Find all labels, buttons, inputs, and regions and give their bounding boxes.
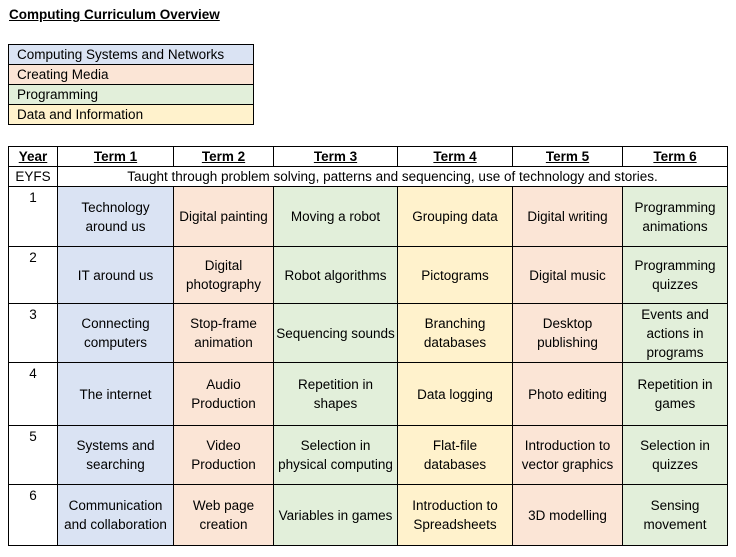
header-term-5: Term 5 (513, 147, 623, 167)
unit-cell: Selection in quizzes (623, 426, 728, 485)
legend (8, 44, 254, 125)
unit-cell: IT around us (58, 247, 174, 304)
unit-cell: Sequencing sounds (274, 304, 398, 363)
year-cell: 5 (9, 426, 58, 485)
header-year: Year (9, 147, 58, 167)
unit-cell: The internet (58, 363, 174, 426)
unit-cell: Photo editing (513, 363, 623, 426)
table-row (9, 304, 728, 363)
year-cell: 6 (9, 485, 58, 546)
year-cell: 2 (9, 247, 58, 304)
unit-cell: Desktop publishing (513, 304, 623, 363)
year-cell: 3 (9, 304, 58, 363)
eyfs-description: Taught through problem solving, patterns and sequencing, use of technology and stories. (58, 167, 728, 187)
unit-cell: Moving a robot (274, 187, 398, 247)
header-term-1: Term 1 (58, 147, 174, 167)
unit-cell: Communication and collaboration (58, 485, 174, 546)
year-cell: 1 (9, 187, 58, 247)
unit-cell: Video Production (174, 426, 274, 485)
unit-cell: Stop-frame animation (174, 304, 274, 363)
unit-cell: Digital music (513, 247, 623, 304)
unit-cell: Pictograms (398, 247, 513, 304)
unit-cell: Repetition in games (623, 363, 728, 426)
unit-cell: Technology around us (58, 187, 174, 247)
unit-cell: Flat-file databases (398, 426, 513, 485)
year-cell: 4 (9, 363, 58, 426)
unit-cell: Audio Production (174, 363, 274, 426)
page-title: Computing Curriculum Overview (9, 7, 220, 22)
unit-cell: Introduction to vector graphics (513, 426, 623, 485)
header-term-4: Term 4 (398, 147, 513, 167)
unit-cell: Programming quizzes (623, 247, 728, 304)
unit-cell: Digital writing (513, 187, 623, 247)
table-row (9, 247, 728, 304)
unit-cell: Systems and searching (58, 426, 174, 485)
unit-cell: Selection in physical computing (274, 426, 398, 485)
table-row (9, 187, 728, 247)
unit-cell: Sensing movement (623, 485, 728, 546)
year-cell: EYFS (9, 167, 58, 187)
unit-cell: Web page creation (174, 485, 274, 546)
unit-cell: Robot algorithms (274, 247, 398, 304)
unit-cell: Grouping data (398, 187, 513, 247)
header-term-6: Term 6 (623, 147, 728, 167)
header-row (9, 147, 728, 167)
header-term-3: Term 3 (274, 147, 398, 167)
unit-cell: Digital photography (174, 247, 274, 304)
unit-cell: Introduction to Spreadsheets (398, 485, 513, 546)
legend-item-programming: Programming (9, 85, 254, 105)
legend-item-systems: Computing Systems and Networks (9, 45, 254, 65)
table-row (9, 363, 728, 426)
table-row (9, 426, 728, 485)
eyfs-row (9, 167, 728, 187)
unit-cell: Events and actions in programs (623, 304, 728, 363)
legend-item-data: Data and Information (9, 105, 254, 125)
header-term-2: Term 2 (174, 147, 274, 167)
legend-item-media: Creating Media (9, 65, 254, 85)
unit-cell: Data logging (398, 363, 513, 426)
unit-cell: Programming animations (623, 187, 728, 247)
unit-cell: 3D modelling (513, 485, 623, 546)
curriculum-table (8, 146, 728, 546)
unit-cell: Repetition in shapes (274, 363, 398, 426)
unit-cell: Connecting computers (58, 304, 174, 363)
unit-cell: Variables in games (274, 485, 398, 546)
unit-cell: Digital painting (174, 187, 274, 247)
table-row (9, 485, 728, 546)
unit-cell: Branching databases (398, 304, 513, 363)
